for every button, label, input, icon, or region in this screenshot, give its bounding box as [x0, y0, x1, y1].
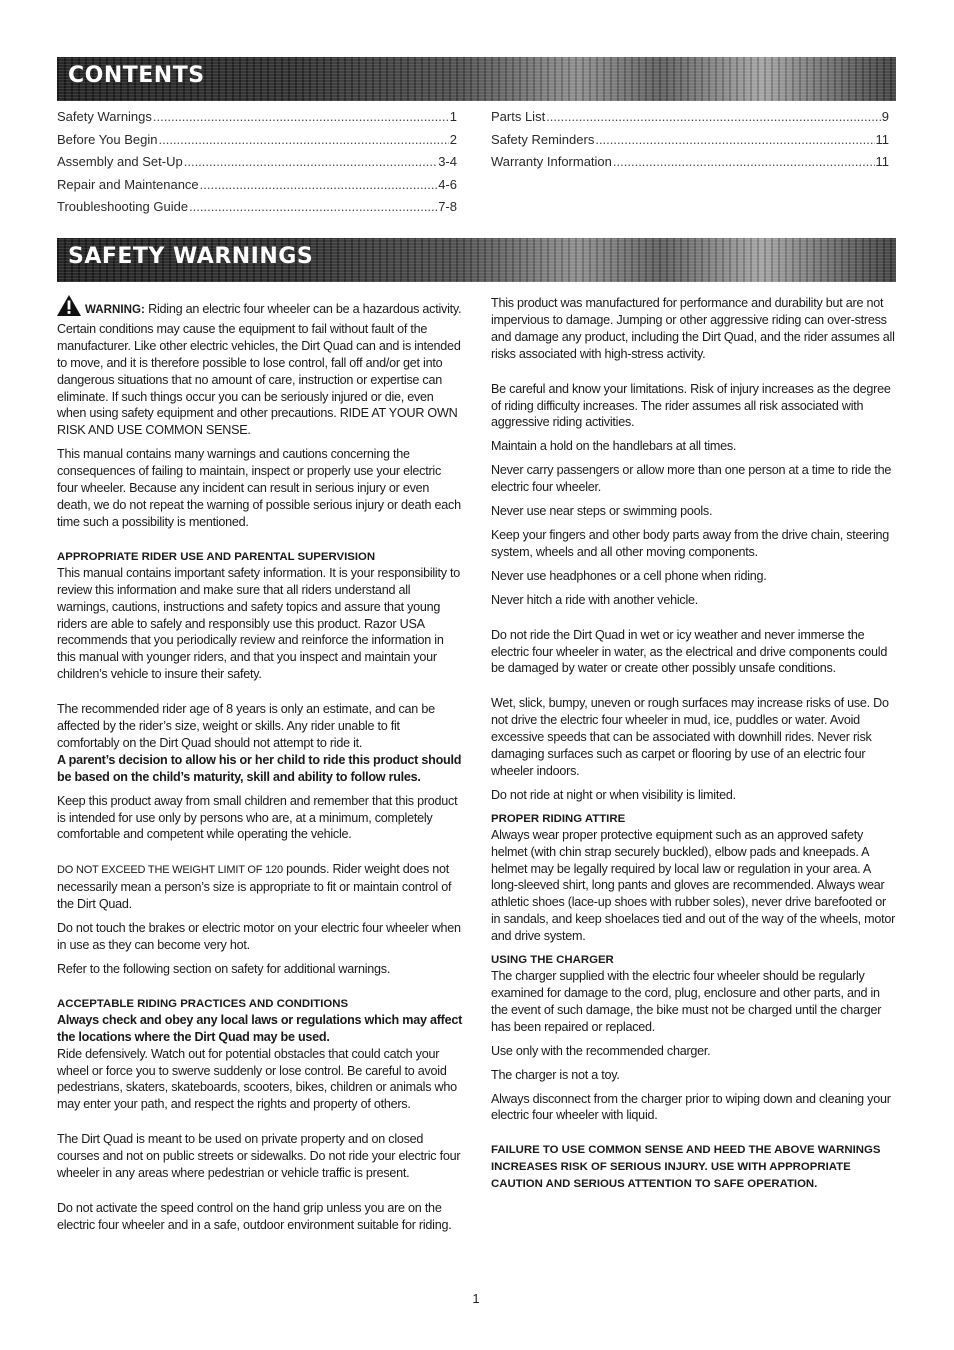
toc-entry-title: Repair and Maintenance [57, 176, 199, 192]
fingers-paragraph: Keep your fingers and other body parts away from the drive chain, steering system, wheels and all other moving components. [491, 527, 890, 559]
warning-label: WARNING: [85, 303, 145, 316]
toc-entry-page: 11 [875, 154, 889, 169]
weight-limit-label: DO NOT EXCEED THE WEIGHT LIMIT OF 120 [57, 864, 283, 877]
toc-leader [158, 132, 448, 147]
speed-control-paragraph: Do not activate the speed control on the hand grip unless you are on the electric four wheeler and in a safe, outdoor environment suitable for riding. [57, 1200, 452, 1232]
toc-entry[interactable] [57, 177, 457, 200]
riding-attire-paragraph: Always wear proper protective equipment such as an approved safety helmet (with chin strap securely buckled), elbow pads and kneepads. A helmet may be legally required by local law or regulation in your area. A long-sleeved shirt, long pants and gloves are recommended. Always wear athletic shoes (lace-up shoes with rubber soles), never drive barefooted or in sandals, and keep shoelaces tied and out of the way of the wheels, motor and drive system. [491, 827, 896, 944]
riding-attire-heading: PROPER RIDING ATTIRE [491, 812, 626, 825]
safety-warnings-title: SAFETY WARNINGS [68, 244, 314, 269]
surfaces-paragraph: Wet, slick, bumpy, uneven or rough surfaces may increase risks of use. Do not drive the electric four wheeler in mud, ice, puddles or water. Avoid excessive speeds that can be associated with downhill rides. Never risk damaging surfaces such as carpet or flooring by use of an electric four wheeler indoors. [491, 696, 889, 778]
toc-entry-page: 2 [449, 131, 457, 147]
small-children-paragraph: Keep this product away from small children and remember that this product is intended for use only by persons who are, at a minimum, completely comfortable and competent while operating the vehicle. [57, 793, 458, 842]
charger-heading: USING THE CHARGER [491, 954, 614, 967]
steps-paragraph: Never use near steps or swimming pools. [491, 504, 713, 519]
rider-age-paragraph: The recommended rider age of 8 years is only an estimate, and can be affected by the rider’s size, weight or skills. Any rider unable to fit comfortably on the Dirt Quad should not attempt to ride it. [57, 702, 435, 750]
toc-entry[interactable] [57, 199, 457, 222]
parental-supervision-heading: APPROPRIATE RIDER USE AND PARENTAL SUPERVISION [57, 550, 376, 563]
toc-right-column [491, 109, 889, 177]
local-laws-paragraph: Always check and obey any local laws or regulations which may affect the locations where the Dirt Quad may be used. [57, 1012, 463, 1044]
toc-leader [546, 109, 881, 124]
toc-entry-page: 7-8 [438, 199, 457, 214]
toc-entry-page: 4-6 [438, 176, 457, 192]
parental-supervision-paragraph: This manual contains important safety information. It is your responsibility to review this information and make sure that all riders understand all warnings, cautions, instructions and safety topics and assure that young riders are able to safely and responsibly use this product. Razor USA recommends that you periodically review and reinforce the information in this manual with younger riders, and that you inspect and maintain your children’s vehicle to insure their safety. [57, 565, 461, 682]
toc-leader [153, 109, 449, 124]
refer-paragraph: Refer to the following section on safety for additional warnings. [57, 961, 391, 976]
toc-entry-title: Assembly and Set-Up [57, 154, 183, 169]
contents-banner [57, 57, 896, 101]
warning-triangle-icon [57, 295, 81, 321]
riding-practices-heading: ACCEPTABLE RIDING PRACTICES AND CONDITIONS [57, 997, 349, 1010]
toc-entry-title: Warranty Information [491, 154, 612, 169]
warning-paragraph [57, 295, 463, 439]
contents-title: CONTENTS [68, 63, 205, 88]
toc-leader [595, 132, 874, 147]
toc-entry[interactable] [491, 154, 889, 177]
weight-limit-paragraph [57, 861, 463, 913]
toc-entry-title: Before You Begin [57, 131, 158, 147]
page-number: 1 [472, 1291, 480, 1306]
safety-right-column [491, 295, 897, 1200]
wet-weather-paragraph: Do not ride the Dirt Quad in wet or icy weather and never immerse the electric four wheeler in water, as the electrical and drive components could be damaged by water or create other possibly unsafe conditions. [491, 627, 888, 676]
toc-entry[interactable] [57, 109, 457, 132]
safety-warnings-banner [57, 238, 896, 282]
toc-entry-title: Safety Warnings [57, 109, 152, 124]
weight-limit-text: pounds. Rider weight does not necessarily mean a person’s size is appropriate to fit or maintain control of the Dirt Quad. [57, 862, 452, 912]
toc-leader [613, 154, 875, 169]
toc-entry-page: 11 [875, 131, 889, 147]
toc-entry-page: 3-4 [438, 154, 457, 169]
toc-entry-title: Parts List [491, 109, 546, 124]
toc-left-column [57, 109, 457, 222]
charger-paragraph: The charger supplied with the electric four wheeler should be regularly examined for damage to the cord, plug, enclosure and other parts, and in the event of such damage, the bike must not be charged until the charger has been repaired or replaced. [491, 969, 882, 1034]
charger-only-paragraph: Use only with the recommended charger. [491, 1043, 711, 1058]
hitch-paragraph: Never hitch a ride with another vehicle. [491, 592, 699, 607]
ride-defensively-paragraph: Ride defensively. Watch out for potential obstacles that could catch your wheel or force you to swerve suddenly or lose control. Be careful to avoid pedestrians, skaters, skateboards, scooters, bikes, children or animals who may enter your path, and respect the rights and property of others. [57, 1046, 457, 1112]
toc-entry-title: Troubleshooting Guide [57, 199, 189, 214]
warning-text: Riding an electric four wheeler can be a hazardous activity. Certain conditions may cause the equipment to fail without fault of the manufacturer. Like other electric vehicles, the Dirt Quad can and is intended to move, and it is therefore possible to lose control, fall off and/or get into dangerous situations that no amount of care, instruction or expertise can eliminate. If such things occur you can be seriously injured or die, even when using safety equipment and other precautions. RIDE AT YOUR OWN RISK AND USE COMMON SENSE. [57, 302, 462, 438]
failure-warning: FAILURE TO USE COMMON SENSE AND HEED THE ABOVE WARNINGS INCREASES RISK OF SERIOUS INJURY. USE WITH APPROPRIATE CAUTION AND SERIOUS ATTENTION TO SAFE OPERATION. [491, 1144, 881, 1191]
toc-entry[interactable] [491, 132, 889, 155]
manual-warnings-paragraph: This manual contains many warnings and cautions concerning the consequences of failing to maintain, inspect or properly use your electric four wheeler. Because any incident can result in serious injury or even death, we do not repeat the warning of possible serious injury or death each time such a possibility is mentioned. [57, 447, 461, 529]
toc-leader [200, 177, 438, 192]
safety-left-column [57, 295, 463, 1241]
limitations-paragraph: Be careful and know your limitations. Risk of injury increases as the degree of riding difficulty increases. The rider assumes all risk associated with aggressive riding activities. [491, 381, 891, 430]
parent-decision-paragraph: A parent’s decision to allow his or her child to ride this product should be based on the child’s maturity, skill and ability to follow rules. [57, 752, 462, 784]
headphones-paragraph: Never use headphones or a cell phone when riding. [491, 568, 767, 583]
durability-paragraph: This product was manufactured for performance and durability but are not impervious to damage. Jumping or other aggressive riding can over-stress and damage any product, including the Dirt Quad, and the rider assumes all risks associated with high-stress activity. [491, 296, 895, 361]
night-paragraph: Do not ride at night or when visibility is limited. [491, 787, 736, 802]
handlebars-paragraph: Maintain a hold on the handlebars at all times. [491, 439, 737, 454]
toc-entry[interactable] [491, 109, 889, 132]
passengers-paragraph: Never carry passengers or allow more than one person at a time to ride the electric four wheeler. [491, 463, 892, 495]
toc-entry-page: 1 [449, 109, 457, 124]
brakes-paragraph: Do not touch the brakes or electric motor on your electric four wheeler when in use as they can become very hot. [57, 921, 461, 952]
toc-entry-title: Safety Reminders [491, 131, 595, 147]
charger-toy-paragraph: The charger is not a toy. [491, 1067, 620, 1082]
toc-entry[interactable] [57, 154, 457, 177]
private-property-paragraph: The Dirt Quad is meant to be used on private property and on closed courses and not on public streets or sidewalks. Do not ride your electric four wheeler in any areas where pedestrian or vehicle traffic is present. [57, 1132, 461, 1181]
toc-leader [184, 154, 437, 169]
toc-entry[interactable] [57, 132, 457, 155]
disconnect-paragraph: Always disconnect from the charger prior to wiping down and cleaning your electric four wheeler with liquid. [491, 1091, 891, 1123]
toc-entry-page: 9 [881, 109, 889, 124]
toc-leader [189, 199, 437, 214]
